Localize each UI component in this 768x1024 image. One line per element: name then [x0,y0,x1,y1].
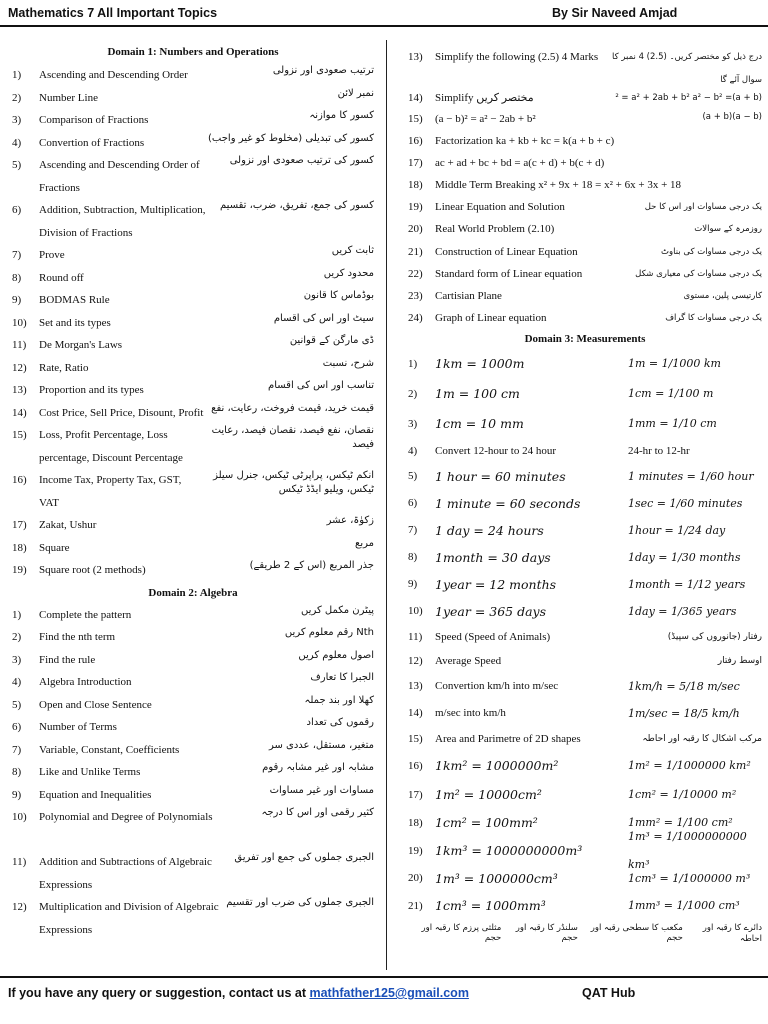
item-number: 18) [12,541,27,554]
measure-left: 1km = 1000m [435,356,525,371]
item-number: 3) [408,418,418,430]
item-number: 19) [408,201,423,213]
topic-item [408,152,762,174]
item-number: 17) [12,519,27,531]
item-number: 12) [408,655,423,667]
topic-item [12,199,374,244]
topic-english: Find the nth term [39,631,116,643]
item-number: 15) [408,733,423,745]
measure-item [408,892,762,920]
topic-english: Variable, Constant, Coefficients [39,743,180,756]
topic-item [12,649,374,672]
measure-right: 1 minutes = 1/60 hour [628,470,754,483]
topic-item [408,46,762,89]
item-number: 14) [12,406,27,419]
measure-right: 1m = 1/1000 km [628,357,721,370]
right-column [408,46,762,944]
measure-left: 1m³ = 1000000cm³ [435,871,558,886]
topic-urdu: کسور کی جمع، تفریق، ضرب، تقسیم [220,200,374,211]
topic-english: Construction of Linear Equation [435,246,578,258]
measure-left: 1month = 30 days [435,550,551,565]
topic-urdu: (a + b)² = a² + 2ab + b² a² − b² = (a + b)(a − b) [615,93,762,122]
topic-english: Find the rule [39,653,96,666]
contact-email-link[interactable]: mathfather125@gmail.com [309,986,469,1000]
measure-right: 1day = 1/30 months [628,551,741,564]
item-number: 8) [12,271,22,284]
measure-left: Convert 12-hour to 24 hour [435,445,556,457]
topic-urdu: یک درجی مساوات کی معیاری شکل [635,269,762,279]
item-number: 14) [408,92,423,104]
topic-urdu: مساوات اور غیر مساوات [269,784,374,796]
measure-right: 1mm² = 1/100 cm² [628,816,733,829]
item-number: 9) [12,294,22,306]
topic-english: Ascending and Descending Order [39,69,188,81]
topic-english: Set and its types [39,316,111,329]
topic-item [12,851,374,896]
topic-item [12,896,374,941]
topic-english: Income Tax, Property Tax, GST, VAT [39,474,182,509]
topic-urdu: یک درجی مساوات اور اس کا حل [644,202,762,212]
measure-item [408,439,762,463]
topic-urdu: رقموں کی تعداد [306,717,374,728]
measure-left: Convertion km/h into m/sec [435,680,559,692]
item-number: 12) [12,901,27,913]
topic-urdu: تناسب اور اس کی اقسام [268,380,374,391]
measure-left: 1 minute = 60 seconds [435,496,581,511]
topic-item [12,87,374,110]
topic-english: Loss, Profit Percentage, Loss percentage, Discount Percentage [39,429,183,464]
document-title: Mathematics 7 All Important Topics [8,6,218,20]
measure-left: 1cm³ = 1000mm³ [435,898,546,913]
topic-item [408,196,762,218]
topic-english: Prove [39,249,65,261]
topic-item [12,424,374,469]
topic-english: Middle Term Breaking x² + 9x + 18 = x² + 6x + 3x + 18 [435,179,682,191]
measure-right: 24-hr to 12-hr [628,445,690,457]
topic-urdu: ترتیب صعودی اور نزولی [272,65,374,76]
topic-urdu: کھلا اور بند جملہ [304,694,374,706]
item-number: 3) [12,653,22,666]
topic-urdu: ثابت کریں [331,245,374,256]
item-number: 18) [408,179,423,191]
shape-units-line [408,922,762,944]
topic-urdu: درج ذیل کو مختصر کریں۔ (2.5) 4 نمبر کا سوال آئے گا [611,52,762,85]
topic-english: Algebra Introduction [39,676,132,688]
item-number: 24) [408,312,423,324]
domain1-list [12,64,374,582]
topic-english: Ascending and Descending Order of Fractions [39,159,200,194]
measure-left: 1year = 365 days [435,604,547,619]
topic-english: Proportion and its types [39,384,144,396]
measure-left: 1km³ = 1000000000m³ [435,843,583,858]
item-number: 1) [408,358,418,370]
topic-urdu: یک درجی مساوات کی بناوٹ [661,247,762,257]
topic-item [12,469,374,514]
measure-right: 1mm = 1/10 cm [628,417,717,430]
topic-urdu: الجبری جملوں کی جمع اور تفریق [234,852,374,863]
domain2-title: Domain 2: Algebra [148,586,238,599]
item-number: 17) [408,157,423,169]
item-number: 16) [12,474,27,486]
topic-item [12,671,374,694]
topic-english: Standard form of Linear equation [435,268,583,280]
item-number: 22) [408,268,423,280]
item-number: 13) [408,680,423,692]
measure-left: 1km² = 1000000m² [435,758,559,773]
topic-item [408,174,762,196]
topic-english: Round off [39,271,84,284]
item-number: 1) [12,69,22,81]
topic-urdu: اصول معلوم کریں [298,649,374,661]
topic-english: Number of Terms [39,721,117,733]
footer-rule [0,976,768,978]
item-number: 8) [408,551,418,563]
measure-item [408,571,762,598]
item-number: 14) [408,707,423,719]
measure-right: 1sec = 1/60 minutes [628,497,743,510]
topic-english: Linear Equation and Solution [435,201,565,213]
topic-item [408,108,762,130]
item-number: 5) [408,470,418,482]
measure-right: 1m² = 1/1000000 km² [628,759,751,772]
topic-english: BODMAS Rule [39,294,110,306]
unit-prism: مثلثی پرزم کا رقبہ اور حجم [421,923,502,943]
topic-urdu: الجبری جملوں کی ضرب اور تقسیم [226,897,374,908]
topic-item [408,263,762,285]
topic-item [12,402,374,425]
measure-left: 1cm = 10 mm [435,416,524,431]
topic-english: Multiplication and Division of Algebraic Expressions [39,901,219,936]
measure-left: 1m² = 10000cm² [435,787,542,802]
topic-english: Number Line [39,91,98,104]
topic-item [12,716,374,739]
item-number: 9) [408,578,418,590]
topic-english: ac + ad + bc + bd = a(c + d) + b(c + d) [435,157,605,169]
topic-urdu: سیٹ اور اس کی اقسام [273,312,374,324]
measure-item [408,751,762,781]
topic-english: Zakat, Ushur [39,519,97,531]
item-number: 17) [408,789,423,801]
measure-left: Area and Parimetre of 2D shapes [435,733,581,745]
topic-english: Square [39,541,70,554]
domain3-list [408,349,762,920]
topic-item [12,537,374,560]
measure-right: 1km/h = 5/18 m/sec [628,680,740,693]
topic-urdu: کسور کی ترتیب صعودی اور نزولی [229,155,374,166]
topic-urdu: Nth رقم معلوم کریں [284,627,374,638]
topic-item [12,109,374,132]
item-number: 23) [408,290,423,302]
item-number: 1) [12,608,22,621]
item-number: 11) [12,856,27,868]
measure-item [408,598,762,625]
topic-item [12,154,374,199]
item-number: 11) [12,339,27,351]
item-number: 7) [408,524,418,536]
measure-item [408,830,762,871]
topic-item [12,267,374,290]
measure-item [408,781,762,809]
item-number: 4) [12,136,22,149]
measure-right: مرکب اشکال کا رقبہ اور احاطہ [642,734,762,744]
item-number: 10) [12,811,27,823]
topic-urdu: پیٹرن مکمل کریں [301,604,374,616]
item-number: 15) [408,113,423,125]
item-number: 4) [12,676,22,688]
topic-urdu: جذر المربع (اس کے 2 طریقے) [249,560,374,571]
topic-english: Cartisian Plane [435,290,502,302]
item-number: 15) [12,429,27,441]
item-number: 18) [408,817,423,829]
item-number: 11) [408,631,423,643]
topic-item [12,761,374,784]
measure-left: Average Speed [435,655,502,667]
topic-english: Convertion of Fractions [39,136,145,149]
topic-item [12,64,374,87]
item-number: 21) [408,246,423,258]
measure-right: 1mm³ = 1/1000 cm³ [628,899,740,912]
topic-urdu: زکوٰۃ، عشر [326,515,374,526]
measure-right: 1day = 1/365 years [628,605,737,618]
topic-urdu: نمبر لائن [337,87,374,99]
topic-item [12,289,374,312]
measure-right: اوسط رفتار [717,656,762,666]
measure-item [408,727,762,751]
item-number: 19) [12,564,27,576]
topic-urdu: کارتیسی پلین، مستوی [683,291,762,301]
topic-english: Complete the pattern [39,608,132,621]
measure-item [408,625,762,649]
left-column [12,46,374,941]
measure-right: رفتار (جانوروں کی سپیڈ) [667,632,762,642]
item-number: 13) [408,51,423,63]
unit-cube: مکعب کا سطحی رقبہ اور حجم [590,923,683,943]
footer-brand: QAT Hub [582,986,636,1000]
item-number: 5) [12,698,22,711]
topic-english: Cost Price, Sell Price, Disount, Profit [39,406,204,419]
measure-right: 1cm = 1/100 m [628,387,714,400]
topic-english: Equation and Inequalities [39,788,152,801]
topic-urdu: روزمرہ کے سوالات [694,224,762,234]
topic-urdu: متغیر، مستقل، عددی سر [268,739,374,751]
item-number: 20) [408,872,423,884]
item-number: 7) [12,249,22,261]
topic-urdu: مربع [355,537,374,549]
measure-left: Speed (Speed of Animals) [435,631,551,643]
topic-urdu: یک درجی مساوات کا گراف [665,313,762,323]
measure-left: 1m = 100 cm [435,386,520,401]
item-number: 10) [12,316,27,329]
topic-item [12,626,374,649]
unit-cylinder: سلنڈر کا رقبہ اور حجم [515,923,578,943]
measure-left: 1 hour = 60 minutes [435,469,566,484]
topic-item [12,559,374,582]
topic-english: (a − b)² = a² − 2ab + b² [435,113,536,125]
item-number: 6) [408,497,418,509]
topic-item [408,285,762,307]
measure-right: 1m/sec = 18/5 km/h [628,707,740,720]
measure-item [408,517,762,544]
item-number: 2) [12,91,22,104]
item-number: 13) [12,384,27,396]
item-number: 16) [408,760,423,772]
measure-item [408,349,762,379]
item-number: 5) [12,159,22,171]
topic-item [408,241,762,263]
topic-urdu: مشابہ اور غیر مشابہ رقوم [262,762,374,773]
topic-english: Square root (2 methods) [39,564,146,576]
measure-right: 1hour = 1/24 day [628,524,726,537]
domain1-title: Domain 1: Numbers and Operations [107,46,279,58]
topic-urdu: بوڈماس کا قانون [303,290,374,301]
topic-urdu: انکم ٹیکس، پراپرٹی ٹیکس، جنرل سیلز ٹیکس، ویلیو ایڈڈ ٹیکس [213,470,374,495]
topic-urdu: ڈی مارگن کے قوانین [289,335,374,346]
item-number: 9) [12,788,22,801]
topic-item [408,307,762,329]
item-number: 6) [12,721,22,733]
item-number: 3) [12,114,22,126]
topic-urdu: کسور کی تبدیلی (مخلوط کو غیر واجب) [208,132,374,144]
measure-left: 1cm² = 100mm² [435,815,538,830]
measure-item [408,673,762,700]
topic-item [12,132,374,155]
measure-item [408,544,762,571]
measure-right: 1m³ = 1/1000000000 km³ [628,830,747,871]
topic-english: Addition, Subtraction, Multiplication, Division of Fractions [39,204,206,239]
item-number: 20) [408,223,423,235]
domain3-title: Domain 3: Measurements [524,333,646,345]
topic-item [12,244,374,267]
topic-urdu: شرح، نسبت [322,357,374,369]
topic-urdu: کثیر رقمی اور اس کا درجہ [261,807,374,818]
item-number: 16) [408,135,423,147]
item-number: 21) [408,900,423,912]
measure-item [408,490,762,517]
topic-item [12,334,374,357]
topic-item [12,357,374,380]
measure-left: m/sec into km/h [435,707,506,719]
author-name: By Sir Naveed Amjad [552,6,678,20]
domain2-list [12,604,374,942]
topic-item [12,514,374,537]
topic-item [12,312,374,335]
topic-urdu: الجبرا کا تعارف [310,672,374,683]
topic-english: Comparison of Fractions [39,114,149,126]
item-number: 8) [12,766,22,778]
topic-item [12,379,374,402]
topic-english: Open and Close Sentence [39,698,152,711]
topic-urdu: قیمت خرید، قیمت فروخت، رعایت، نفع [211,402,374,414]
item-number: 4) [408,445,418,457]
measure-right: 1month = 1/12 years [628,578,746,591]
item-number: 2) [12,631,22,643]
measure-right: 1cm² = 1/10000 m² [628,788,737,801]
header-rule [0,25,768,27]
topic-english: Polynomial and Degree of Polynomials [39,811,213,823]
topic-item [408,218,762,241]
measure-left: 1 day = 24 hours [435,523,544,538]
algebra-continued-list [408,46,762,329]
topic-english: Addition and Subtractions of Algebraic Expressions [39,856,212,891]
topic-item [12,604,374,627]
topic-english: De Morgan's Laws [39,339,123,351]
topic-english: Rate, Ratio [39,361,89,374]
topic-english: Simplify the following (2.5) 4 Marks [435,51,599,63]
topic-urdu: نقصان، نفع فیصد، نقصان فیصد، رعایت فیصد [211,425,374,450]
topic-item [12,739,374,762]
measure-right: 1cm³ = 1/1000000 m³ [628,872,751,885]
topic-urdu: محدود کریں [323,267,374,279]
measure-left: 1year = 12 months [435,577,557,592]
topic-english: Real World Problem (2.10) [435,223,555,235]
measure-item [408,865,762,892]
topic-item [12,806,374,851]
measure-item [408,649,762,673]
measure-item [408,463,762,490]
item-number: 12) [12,361,27,374]
footer-contact [8,986,469,1000]
measure-item [408,700,762,727]
item-number: 7) [12,743,22,756]
topic-english: Graph of Linear equation [435,312,547,324]
item-number: 10) [408,605,423,617]
item-number: 2) [408,388,418,400]
column-divider [386,40,387,970]
measure-item [408,409,762,439]
item-number: 6) [12,204,22,216]
topic-item [408,130,762,152]
footer-text: If you have any query or suggestion, contact us at [8,986,306,1000]
topic-english: Factorization ka + kb + kc = k(a + b + c) [435,135,615,147]
topic-english: Simplify مختصر کریں [435,92,534,104]
topic-item [12,694,374,717]
unit-circle: دائرے کا رقبہ اور احاطہ [702,923,762,944]
topic-item [12,784,374,807]
item-number: 19) [408,845,423,857]
topic-urdu: کسور کا موازنہ [309,110,374,121]
topic-english: Like and Unlike Terms [39,766,141,778]
measure-item [408,379,762,409]
